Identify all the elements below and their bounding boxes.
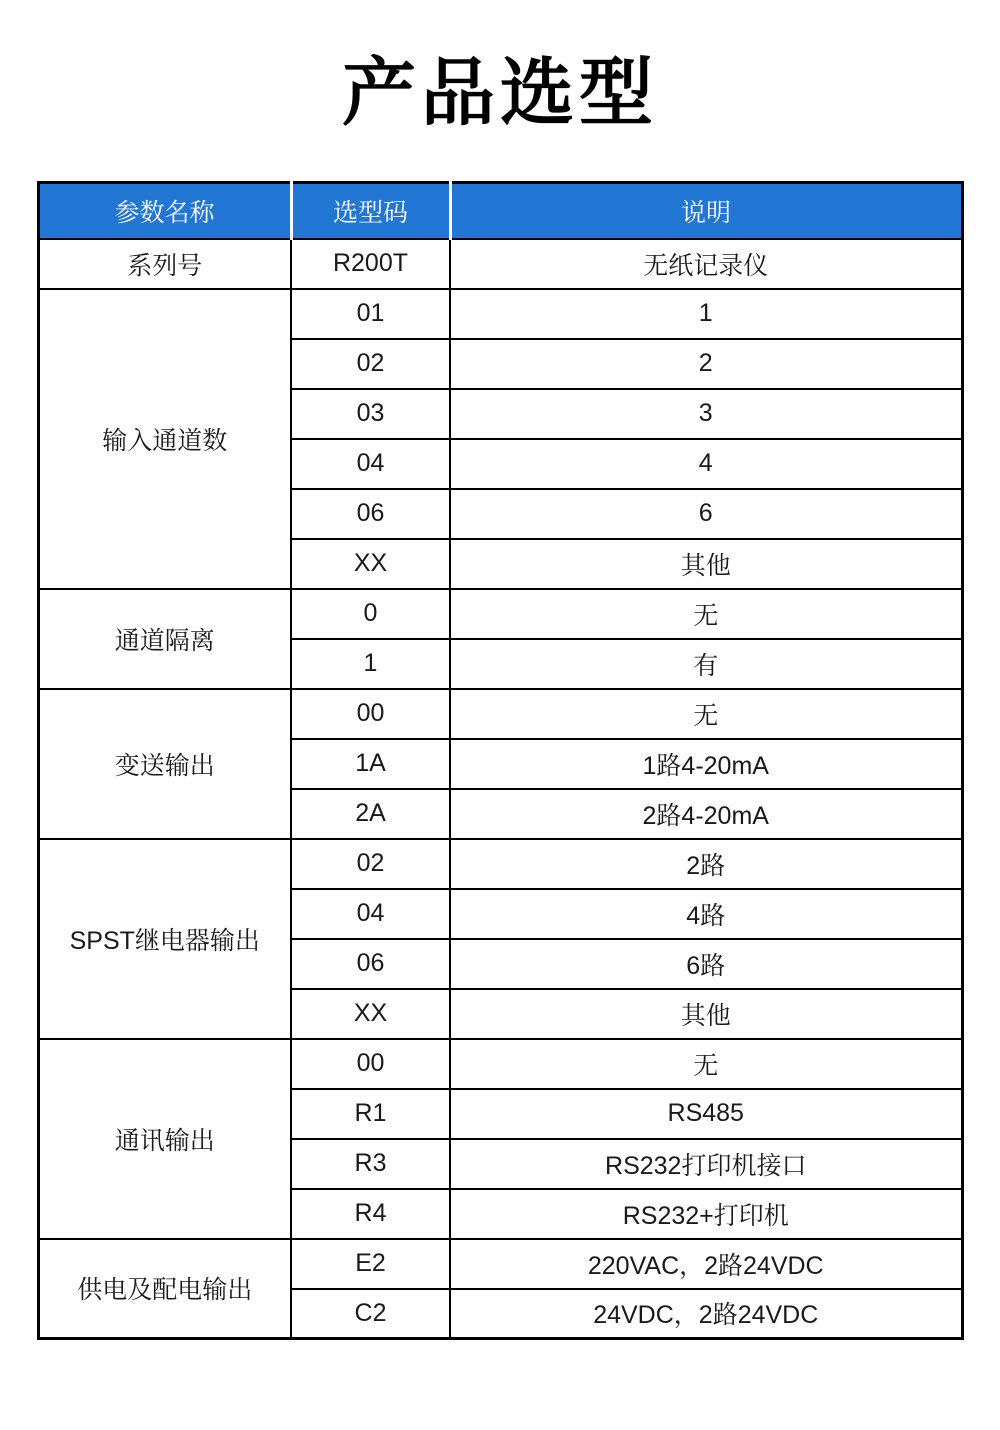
desc-cell: RS232+打印机 (450, 1189, 962, 1239)
param-cell-6: 供电及配电输出 (38, 1239, 291, 1339)
desc-cell: 2 (450, 339, 962, 389)
desc-cell: 6 (450, 489, 962, 539)
page-title: 产品选型 (342, 51, 658, 134)
code-cell: 03 (291, 389, 450, 439)
desc-cell: 2路4-20mA (450, 789, 962, 839)
code-cell: E2 (291, 1239, 450, 1289)
header-description: 说明 (450, 183, 962, 239)
code-cell: 0 (291, 589, 450, 639)
code-cell: 06 (291, 939, 450, 989)
desc-cell: 2路 (450, 839, 962, 889)
code-cell: R4 (291, 1189, 450, 1239)
desc-cell: 220VAC，2路24VDC (450, 1239, 962, 1289)
table-header-row (38, 183, 962, 239)
code-cell: 06 (291, 489, 450, 539)
code-cell: 1A (291, 739, 450, 789)
desc-cell: 24VDC，2路24VDC (450, 1289, 962, 1339)
code-cell: 04 (291, 889, 450, 939)
desc-cell: 其他 (450, 539, 962, 589)
desc-cell: 无 (450, 689, 962, 739)
code-cell: 00 (291, 1039, 450, 1089)
table-row (38, 239, 962, 289)
code-cell: C2 (291, 1289, 450, 1339)
desc-cell: RS232打印机接口 (450, 1139, 962, 1189)
desc-cell: 4 (450, 439, 962, 489)
desc-cell: 3 (450, 389, 962, 439)
desc-cell: 6路 (450, 939, 962, 989)
code-cell: R1 (291, 1089, 450, 1139)
table-header (38, 183, 962, 239)
desc-cell: 1路4-20mA (450, 739, 962, 789)
code-cell: R200T (291, 239, 450, 289)
table-row (38, 1039, 962, 1089)
desc-cell: 1 (450, 289, 962, 339)
code-cell: 04 (291, 439, 450, 489)
desc-cell: RS485 (450, 1089, 962, 1139)
param-cell-0: 系列号 (38, 239, 291, 289)
code-cell: R3 (291, 1139, 450, 1189)
desc-cell: 无 (450, 1039, 962, 1089)
code-cell: 02 (291, 339, 450, 389)
table-row (38, 589, 962, 639)
desc-cell: 无 (450, 589, 962, 639)
code-cell: 1 (291, 639, 450, 689)
code-cell: 2A (291, 789, 450, 839)
code-cell: XX (291, 989, 450, 1039)
code-cell: 02 (291, 839, 450, 889)
table-row (38, 289, 962, 339)
desc-cell: 其他 (450, 989, 962, 1039)
desc-cell: 有 (450, 639, 962, 689)
header-selection-code: 选型码 (291, 183, 450, 239)
code-cell: 01 (291, 289, 450, 339)
product-selection-table (37, 181, 964, 1340)
desc-cell: 无纸记录仪 (450, 239, 962, 289)
desc-cell: 4路 (450, 889, 962, 939)
table-row (38, 689, 962, 739)
param-cell-2: 通道隔离 (38, 589, 291, 689)
header-param-name: 参数名称 (38, 183, 291, 239)
param-cell-3: 变送输出 (38, 689, 291, 839)
param-cell-4: SPST继电器输出 (38, 839, 291, 1039)
param-cell-1: 输入通道数 (38, 289, 291, 589)
table-row (38, 1239, 962, 1289)
param-cell-5: 通讯输出 (38, 1039, 291, 1239)
code-cell: 00 (291, 689, 450, 739)
code-cell: XX (291, 539, 450, 589)
table-body (38, 239, 962, 1339)
table-row (38, 839, 962, 889)
